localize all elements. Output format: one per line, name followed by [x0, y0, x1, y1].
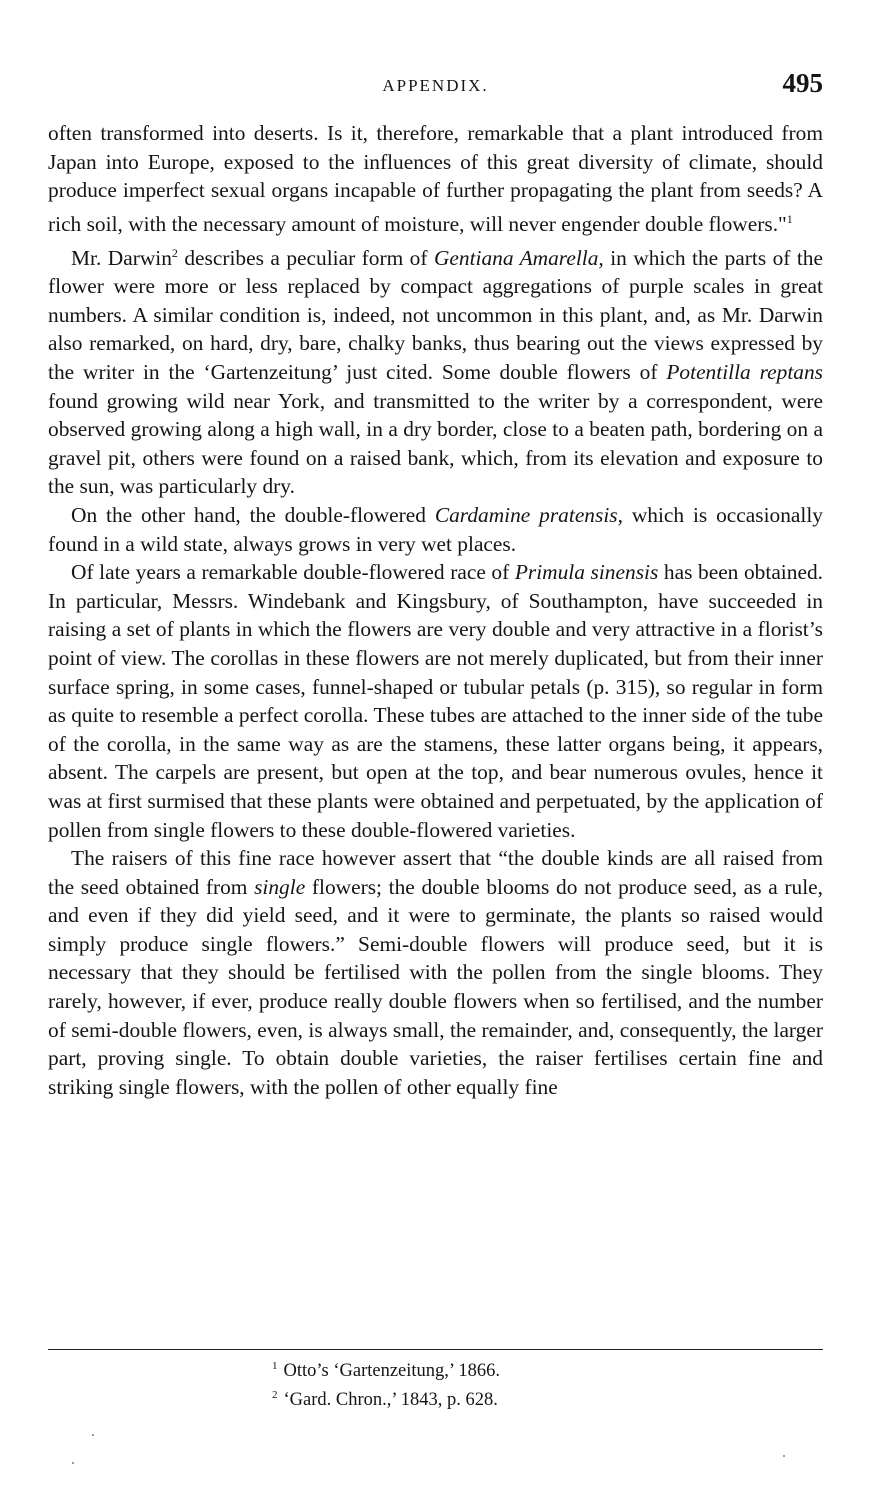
italic-term: Primula sinensis	[514, 560, 659, 585]
footnote-mark: 2	[272, 1389, 278, 1402]
footnote	[272, 1354, 712, 1383]
footnote-text: ‘Gard. Chron.,’ 1843, p. 628.	[283, 1390, 498, 1411]
italic-term: Gentiana Amarella,	[433, 245, 604, 270]
page-number: 495	[782, 68, 823, 98]
text-run: which is occasionally found in a wild state, always grows in very wet places.	[48, 502, 823, 556]
paragraph	[48, 119, 823, 239]
text-run: Of late years a remarkable double-flowered race of	[71, 560, 515, 585]
footnote-reference: 2	[171, 245, 178, 260]
text-run: in which the parts of the flower were more or less replaced by compact aggregations of purple scales in great numbers. A similar condition is, indeed, not uncommon in this plant, and, as Mr. Darwin also remarked, on hard, dry, bare, chalky banks, thus bearing out the views expressed by the writer in the ‘Gartenzeitung’ just cited. Some double flowers of	[48, 245, 823, 384]
running-head	[48, 68, 823, 102]
text-run: has been obtained. In particular, Messrs. Windebank and Kingsbury, of Southampton, have succeeded in raising a set of plants in which the flowers are very double and very attractive in a florist’s point of view. The corollas in these flowers are not merely duplicated, but from their inner surface spring, in some cases, funnel-shaped or tubular petals (p. 315), so regular in form as quite to resemble a perfect corolla. These tubes are attached to the inner side of the tube of the corolla, in the same way as are the stamens, these latter organs being, it appears, absent. The carpels are present, but open at the top, and bear numerous ovules, hence it was at first surmised that these plants were obtained and perpetuated, by the application of pollen from single flowers to these double-flowered varieties.	[48, 560, 823, 842]
scan-speck	[783, 1455, 785, 1457]
italic-term: Potentilla reptans	[666, 360, 823, 384]
running-title: APPENDIX.	[382, 76, 489, 95]
text-run: On the other hand, the double-flowered	[71, 502, 435, 527]
text-run: found growing wild near York, and transmitted to the writer by a correspondent, were observed growing along a high wall, in a dry border, close to a beaten path, bordering on a gravel pit, others were found on a raised bank, which, from its elevation and exposure to the sun, was particularly dry.	[48, 388, 823, 499]
paragraph	[48, 558, 823, 844]
text-run: often transformed into deserts. Is it, therefore, remarkable that a plant introduced from Japan into Europe, exposed to the influences of this great diversity of climate, should produce imperfect sexual organs incapable of further propagating the plant from seeds? A rich soil, with the necessary amount of moisture, will never engender double flowers."	[48, 121, 823, 236]
italic-term: single	[254, 874, 306, 899]
scan-speck	[92, 1434, 94, 1436]
text-run: Mr. Darwin	[71, 245, 172, 270]
scan-speck	[72, 1462, 74, 1464]
body-text	[48, 119, 823, 1101]
paragraph	[48, 844, 823, 1101]
italic-term: Cardamine pratensis,	[434, 502, 623, 527]
text-run: describes a peculiar form of	[177, 245, 434, 270]
footnote-text: Otto’s ‘Gartenzeitung,’ 1866.	[283, 1361, 500, 1382]
footnotes	[272, 1354, 712, 1412]
text-run: flowers; the double blooms do not produce seed, as a rule, and even if they did yield seed, and it were to germinate, the plants so raised would simply produce single flowers.” Semi-double flowers will produce seed, but it is necessary that they should be fertilised with the pollen from the single blooms. They rarely, however, if ever, produce really double flowers when so fertilised, and the number of semi-double flowers, even, is always small, the remainder, and, consequently, the larger part, proving single. To obtain double varieties, the raiser fertilises certain fine and striking single flowers, with the pollen of other equally fine	[48, 874, 823, 1099]
paragraph	[48, 501, 823, 558]
text-run: The raisers of this fine race however assert that “the double kinds are all raised from the seed obtained from	[48, 846, 823, 899]
footnote-mark: 1	[272, 1360, 278, 1372]
paragraph	[48, 239, 823, 501]
footnote-reference: 1	[786, 211, 793, 226]
footnote-rule	[48, 1349, 823, 1350]
footnote	[272, 1383, 712, 1412]
